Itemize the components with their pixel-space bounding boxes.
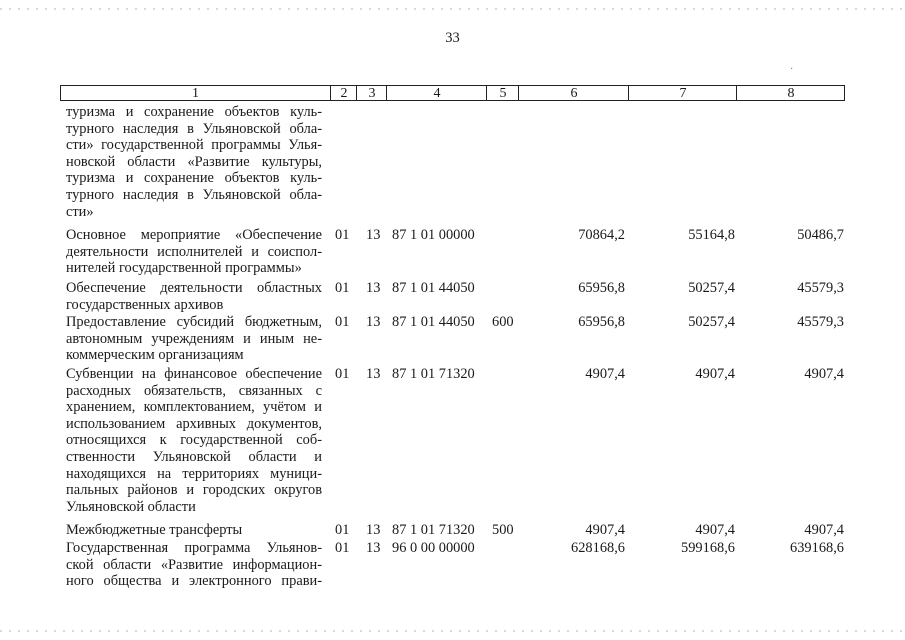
description-line: сти» — [66, 203, 94, 220]
row-description — [66, 280, 322, 313]
amount-col-6: 628168,6 — [571, 540, 625, 556]
description-line: сти» государственной программы Улья- — [66, 137, 322, 154]
row-description — [66, 540, 322, 590]
section-code: 01 — [335, 522, 350, 538]
expense-type-code: 500 — [492, 522, 514, 538]
description-line: использованием архивных документов, — [66, 415, 322, 432]
description-line: Основное мероприятие «Обеспечение — [66, 227, 322, 243]
amount-col-6: 65956,8 — [578, 280, 625, 296]
amount-col-7: 50257,4 — [688, 280, 735, 296]
section-code: 01 — [335, 540, 350, 556]
section-code: 01 — [335, 280, 350, 296]
description-line: Субвенции на финансовое обеспечение — [66, 366, 322, 382]
amount-col-6: 70864,2 — [578, 227, 625, 243]
row-description — [66, 104, 322, 220]
subsection-code: 13 — [366, 540, 381, 556]
subsection-code: 13 — [366, 366, 381, 382]
target-article-code: 87 1 01 44050 — [392, 314, 475, 330]
subsection-code: 13 — [366, 522, 381, 538]
description-line: Межбюджетные трансферты — [66, 522, 243, 538]
target-article-code: 87 1 01 71320 — [392, 522, 475, 538]
amount-col-7: 4907,4 — [695, 522, 735, 538]
target-article-code: 96 0 00 00000 — [392, 540, 475, 556]
subsection-code: 13 — [366, 227, 381, 243]
description-line: деятельности исполнителей и соиспол- — [66, 243, 322, 260]
page-number: 33 — [445, 30, 460, 46]
description-line: турного наследия в Ульяновской обла- — [66, 120, 322, 137]
section-code: 01 — [335, 227, 350, 243]
row-description — [66, 366, 322, 515]
section-code: 01 — [335, 366, 350, 382]
description-line: находящихся на территориях муници- — [66, 465, 322, 482]
subsection-code: 13 — [366, 280, 381, 296]
header-col-6: 6 — [518, 86, 629, 100]
amount-col-7: 599168,6 — [681, 540, 735, 556]
amount-col-8: 639168,6 — [790, 540, 844, 556]
description-line: Государственная программа Ульянов- — [66, 540, 322, 556]
description-line: пальных районов и городских округов — [66, 482, 322, 499]
expense-type-code: 600 — [492, 314, 514, 330]
description-line: ного общества и электронного прави- — [66, 573, 322, 590]
scan-speck: · — [790, 64, 794, 75]
header-col-8: 8 — [736, 86, 845, 100]
target-article-code: 87 1 01 00000 — [392, 227, 475, 243]
top-scan-edge — [0, 8, 905, 10]
description-line: новской области «Развитие культуры, — [66, 153, 322, 170]
header-col-2: 2 — [330, 86, 357, 100]
amount-col-8: 45579,3 — [797, 280, 844, 296]
amount-col-7: 4907,4 — [695, 366, 735, 382]
row-description — [66, 227, 322, 277]
amount-col-6: 65956,8 — [578, 314, 625, 330]
description-line: Ульяновской области — [66, 498, 196, 515]
description-line: Обеспечение деятельности областных — [66, 280, 322, 296]
header-col-4: 4 — [386, 86, 487, 100]
header-col-3: 3 — [356, 86, 387, 100]
description-line: ственности Ульяновской области и — [66, 448, 322, 465]
amount-col-8: 45579,3 — [797, 314, 844, 330]
description-line: автономным учреждениям и иным не- — [66, 330, 322, 347]
header-col-5: 5 — [486, 86, 519, 100]
target-article-code: 87 1 01 71320 — [392, 366, 475, 382]
table-header — [60, 85, 845, 101]
section-code: 01 — [335, 314, 350, 330]
amount-col-8: 4907,4 — [804, 366, 844, 382]
description-line: расходных обязательств, связанных с — [66, 382, 322, 399]
description-line: относящихся к государственной соб- — [66, 432, 322, 449]
amount-col-7: 50257,4 — [688, 314, 735, 330]
amount-col-7: 55164,8 — [688, 227, 735, 243]
amount-col-8: 50486,7 — [797, 227, 844, 243]
header-col-1: 1 — [192, 86, 199, 101]
description-line: нителей государственной программы» — [66, 260, 302, 277]
description-line: государственных архивов — [66, 296, 224, 313]
row-description — [66, 522, 322, 539]
description-line: туризма и сохранение объектов куль- — [66, 170, 322, 187]
description-line: туризма и сохранение объектов куль- — [66, 104, 322, 120]
description-line: Предоставление субсидий бюджетным, — [66, 314, 322, 330]
amount-col-6: 4907,4 — [585, 366, 625, 382]
target-article-code: 87 1 01 44050 — [392, 280, 475, 296]
bottom-scan-edge — [0, 630, 905, 632]
row-description — [66, 314, 322, 364]
description-line: ской области «Развитие информацион- — [66, 556, 322, 573]
description-line: хранением, комплектованием, учётом и — [66, 399, 322, 416]
amount-col-6: 4907,4 — [585, 522, 625, 538]
description-line: коммерческим организациям — [66, 347, 244, 364]
subsection-code: 13 — [366, 314, 381, 330]
description-line: турного наследия в Ульяновской обла- — [66, 186, 322, 203]
amount-col-8: 4907,4 — [804, 522, 844, 538]
header-col-7: 7 — [628, 86, 737, 100]
